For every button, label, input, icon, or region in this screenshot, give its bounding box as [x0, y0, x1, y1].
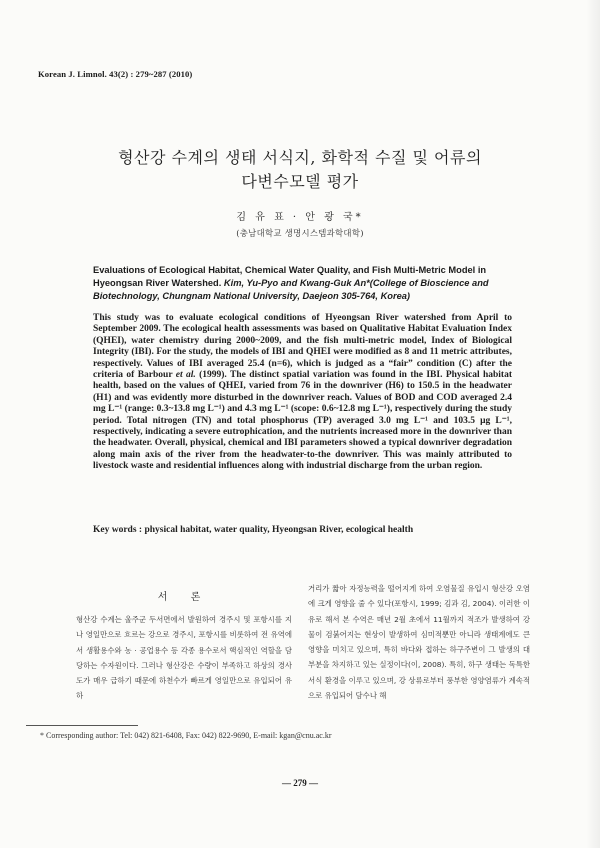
abstract-part-1: This study was to evaluate ecological conditions of Hyeongsan River watershed from April to September 2009. The ecological health assessments was based on Qualitative Habitat Evaluation Index (QHEI), water chemistry during 2000~2009, and the fish multi-metric model, Index of Biological Integrity (IBI). For the study, the models of IBI and QHEI were modified as 8 and 11 metric attributes, respectively. Values of IBI averaged 25.4 (n=6), which is judged as a “fair” condition (C) after the criteria of Barbour — [93, 313, 512, 381]
body-text-left: 형산강 수계는 울주군 두서면에서 발원하여 경주시 및 포항시를 지나 영일만으로 흐르는 강으로 경주시, 포항시를 비롯하여 전 유역에서 생활용수와 농 · 공업용수 등 각종 용수로서 핵심적인 역할을 담당하는 수자원이다. 그러나 형산강은 수량이 부족하고 하상의 경사도가 매우 급하기 때문에 하천수가 빠르게 영일만으로 유입되어 유하 — [76, 615, 292, 701]
abstract-part-2: (1999). The distinct spatial variation was found in the IBI. Physical habitat health, based on the values of QHEI, varied from 76 in the downriver (H6) to 150.5 in the headwater (H1) and was evidently more disturbed in the downriver reach. Values of BOD and COD averaged 2.4 mg L⁻¹ (range: 0.3~13.8 mg L⁻¹) and 4.3 mg L⁻¹ (scope: 0.6~12.8 mg L⁻¹), respectively during the study period. Total nitrogen (TN) and total phosphorus (TP) averaged 3.0 mg L⁻¹ and 103.5 μg L⁻¹, respectively, indicating a severe eutrophication, and the nutrients increased more in the downriver than the headwater. Overall, physical, chemical and IBI parameters showed a typical downriver degradation along main axis of the river from the headwater-to-the downriver. This was mainly attributed to livestock waste and residential influences along with industrial discharge from the urban region. — [93, 370, 512, 472]
english-authors: Kim, Yu-Pyo and Kwang-Guk An*(College of Bioscience and Biotechnology, Chungnam National University, Daejeon 305-764, Korea) — [93, 278, 489, 302]
body-column-left — [76, 588, 292, 704]
footnote-divider — [26, 725, 138, 726]
korean-title-line-1: 형산강 수계의 생태 서식지, 화학적 수질 및 어류의 — [118, 148, 482, 167]
section-heading-introduction: 서 론 — [157, 592, 211, 603]
journal-reference: Korean J. Limnol. 43(2) : 279~287 (2010) — [38, 69, 193, 79]
body-column-right — [308, 581, 530, 703]
footnote: * Corresponding author: Tel: 042) 821-6408, Fax: 042) 822-9690, E-mail: kgan@cnu.ac.kr — [40, 731, 332, 740]
keywords-text: physical habitat, water quality, Hyeongsan River, ecological health — [142, 525, 414, 535]
english-title-block — [93, 264, 511, 304]
scan-edge-shadow — [586, 0, 600, 848]
korean-title-line-2: 다변수모델 평가 — [241, 172, 359, 191]
body-text-right: 거리가 짧아 자정능력을 떨어지게 하여 오염물질 유입시 형산강 오염에 크게 영향을 줄 수 있다(포항시, 1999; 김과 김, 2004). 이러한 이유로 해서 본 수역은 매년 2월 초에서 11월까지 적조가 발생하여 강물이 검붉어지는 현상이 발생하여 심미적뿐만 아니라 생태계에도 큰 영향을 미치고 있으며, 특히 바다와 접하는 하구주변이 그 발생의 대부분을 차지하고 있는 실정이다(이, 2008). 특히, 하구 생태는 독특한 서식 환경을 이루고 있으며, 강 상류로부터 풍부한 영양염류가 계속적으로 유입되어 담수나 해 — [308, 584, 530, 701]
keywords — [93, 525, 512, 535]
abstract-et-al: et al. — [175, 370, 196, 381]
abstract — [93, 313, 512, 473]
keywords-label: Key words : — [93, 525, 143, 535]
page-number: — 279 — — [282, 778, 318, 788]
english-title: Evaluations of Ecological Habitat, Chemical Water Quality, and Fish Multi-Metric Model in Hyeongsan River Watershed. — [93, 265, 487, 289]
korean-affiliation: (충남대학교 생명시스템과학대학) — [236, 228, 364, 238]
korean-authors: 김 유 표 · 안 광 국* — [236, 212, 364, 223]
korean-title — [60, 146, 540, 194]
